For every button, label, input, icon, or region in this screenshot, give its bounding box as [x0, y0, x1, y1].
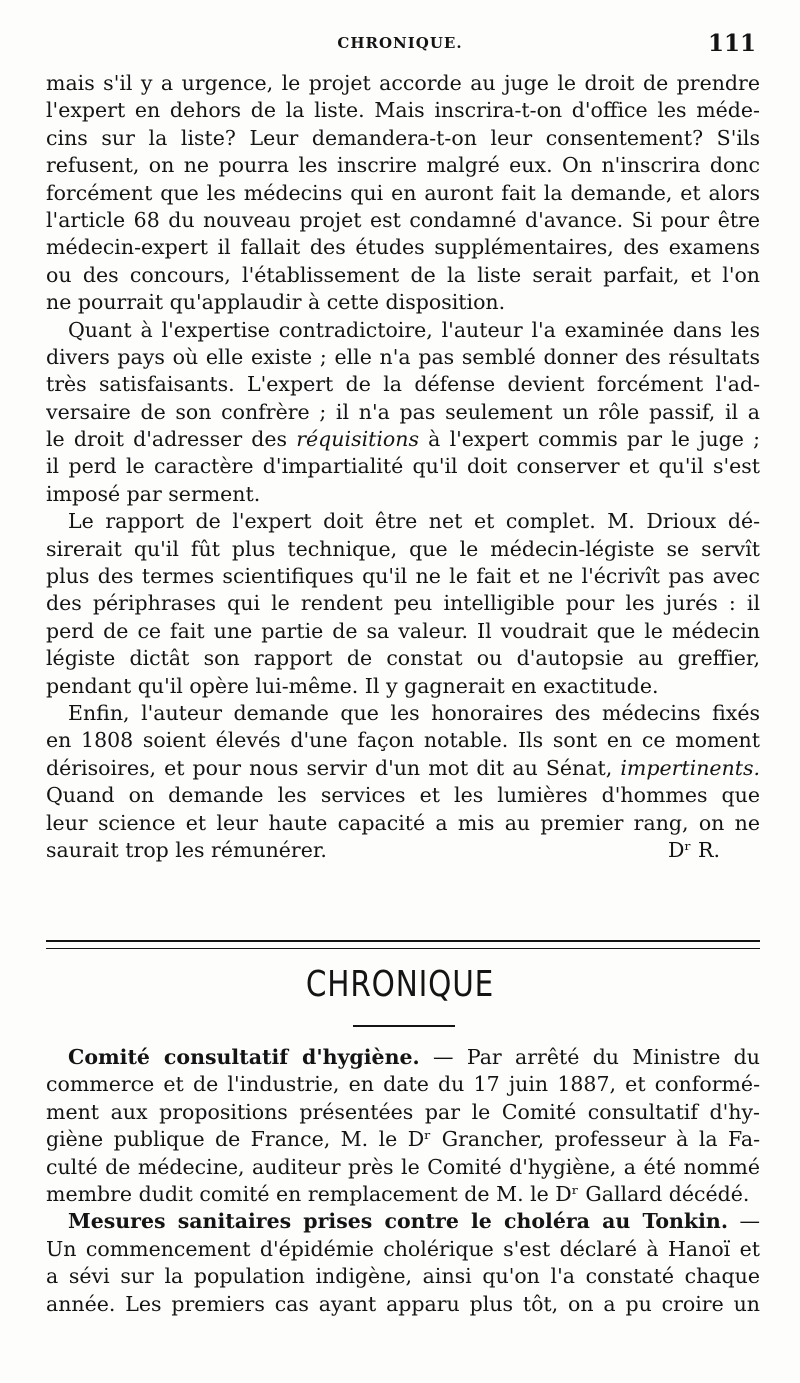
text-line: plus des termes scientifiques qu'il ne le fait et ne l'écrivît pas avec	[46, 564, 760, 589]
text-line: forcément que les médecins qui en auront fait la demande, et alors	[46, 180, 760, 205]
text-line: divers pays où elle existe ; elle n'a pas semblé donner des résultats	[46, 344, 760, 369]
text-line: l'expert en dehors de la liste. Mais inscrira-t-on d'office les méde-	[46, 98, 760, 123]
text-line: Quand on demande les services et les lumières d'hommes que	[46, 783, 760, 808]
text-fragment: à l'expert commis par le juge ;	[419, 427, 760, 452]
running-head	[44, 30, 756, 60]
text-line: l'article 68 du nouveau projet est condamné d'avance. Si pour être	[46, 207, 760, 232]
text-line: des périphrases qui le rendent peu intelligible pour les jurés : il	[46, 591, 760, 616]
text-fragment: dérisoires, et pour nous servir d'un mot dit au Sénat,	[46, 755, 621, 780]
section-heading: CHRONIQUE	[305, 964, 495, 1005]
text-line: cins sur la liste? Leur demandera-t-on leur consentement? S'ils	[46, 125, 760, 150]
text-line: culté de médecine, auditeur près le Comité d'hygiène, a été nommé	[46, 1154, 760, 1179]
text-line: mais s'il y a urgence, le projet accorde au juge le droit de prendre	[46, 71, 760, 95]
text-line: année. Les premiers cas ayant apparu plus tôt, on a pu croire un	[46, 1291, 760, 1316]
item-title: Mesures sanitaires prises contre le choléra au Tonkin.	[68, 1209, 728, 1234]
text-line: ment aux propositions présentées par le Comité consultatif d'hy-	[46, 1099, 760, 1124]
item-title: Comité consultatif d'hygiène.	[68, 1045, 420, 1069]
italic-term: réquisitions	[296, 427, 419, 452]
text-line: Quant à l'expertise contradictoire, l'auteur l'a examinée dans les	[68, 317, 760, 342]
text-fragment: saurait trop les rémunérer.	[46, 837, 327, 862]
running-title: CHRONIQUE.	[337, 34, 463, 52]
text-line: a sévi sur la population indigène, ainsi qu'on l'a constaté chaque	[46, 1264, 760, 1289]
heading-underline	[353, 1025, 455, 1027]
text-line: Le rapport de l'expert doit être net et complet. M. Drioux dé-	[68, 509, 760, 534]
text-line	[46, 755, 760, 782]
page-number: 111	[707, 30, 756, 57]
article-text	[46, 70, 760, 864]
text-line: Un commencement d'épidémie cholérique s'est déclaré à Hanoï et	[46, 1236, 760, 1261]
italic-term: impertinents.	[620, 755, 760, 780]
text-line: imposé par serment.	[46, 481, 261, 506]
text-line: commerce et de l'industrie, en date du 17 juin 1887, et conformé-	[46, 1072, 760, 1097]
chronicle-text	[46, 1044, 760, 1318]
text-fragment: — Par arrêté du Ministre du	[419, 1045, 760, 1069]
text-line: pendant qu'il opère lui-même. Il y gagnerait en exactitude.	[46, 673, 659, 698]
text-line: ou des concours, l'établissement de la liste serait parfait, et l'on	[46, 262, 760, 287]
text-line: très satisfaisants. L'expert de la défense devient forcément l'ad-	[46, 372, 760, 397]
text-line	[46, 837, 760, 864]
author-signature: Dʳ R.	[667, 837, 720, 862]
text-line: légiste dictât son rapport de constat ou d'autopsie au greffier,	[46, 646, 760, 671]
text-line: sirerait qu'il fût plus technique, que le médecin-légiste se servît	[46, 536, 760, 561]
text-fragment: —	[727, 1209, 760, 1234]
section-divider	[46, 940, 760, 949]
text-line: perd de ce fait une partie de sa valeur. Il voudrait que le médecin	[46, 618, 760, 643]
text-line: versaire de son confrère ; il n'a pas seulement un rôle passif, il a	[46, 399, 760, 424]
text-line: en 1808 soient élevés d'une façon notable. Ils sont en ce moment	[46, 728, 760, 753]
text-fragment: le droit d'adresser des	[46, 427, 297, 452]
text-line	[46, 426, 760, 453]
text-line: giène publique de France, M. le Dʳ Grancher, professeur à la Fa-	[46, 1127, 760, 1152]
text-line: leur science et leur haute capacité a mis au premier rang, on ne	[46, 810, 760, 835]
text-line: ne pourrait qu'applaudir à cette disposition.	[46, 290, 506, 315]
text-line: refusent, on ne pourra les inscrire malgré eux. On n'inscrira donc	[46, 153, 760, 178]
text-line	[46, 1208, 760, 1235]
text-line: il perd le caractère d'impartialité qu'il doit conserver et qu'il s'est	[46, 454, 760, 479]
text-line: médecin-expert il fallait des études supplémentaires, des examens	[46, 235, 760, 260]
text-line: membre dudit comité en remplacement de M. le Dʳ Gallard décédé.	[46, 1181, 750, 1206]
text-line	[46, 1044, 760, 1071]
text-line: Enfin, l'auteur demande que les honoraires des médecins fixés	[68, 700, 760, 725]
